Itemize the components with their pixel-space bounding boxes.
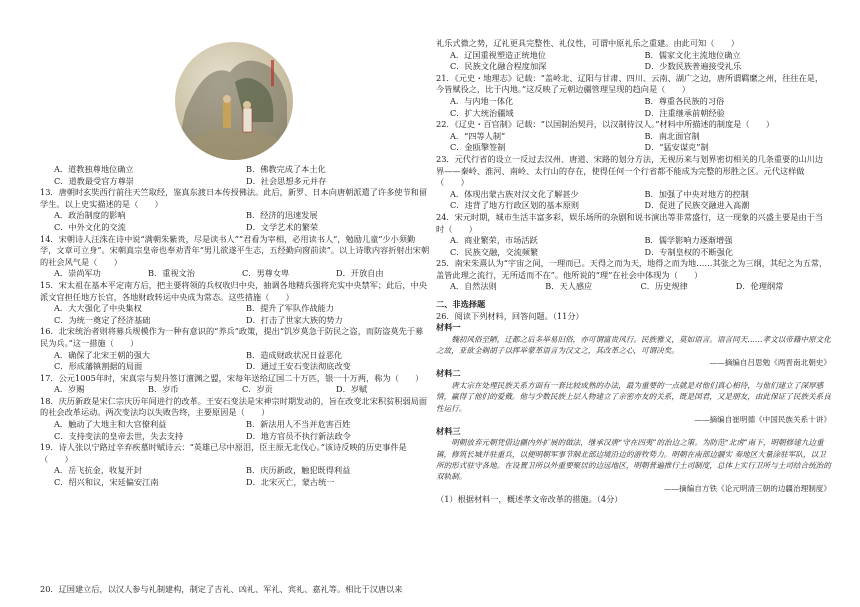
q23-options: [436, 189, 831, 212]
option: A．大大强化了中央集权: [54, 303, 142, 314]
option: C．道教最受官方尊崇: [54, 175, 134, 186]
q14-options: [40, 268, 430, 280]
question-26-stem: 26．阅读下列材料，回答问题。（11分）: [436, 310, 584, 321]
option: B．造成财政状况日益恶化: [246, 349, 343, 360]
question-13-stem: 13．唐朝时玄奘西行前往天竺取经，鉴真东渡日本传授佛法。此后，新罗、日本向唐朝派遣了许多使节和留学生。以上史实描述的是（ ）: [40, 187, 428, 209]
option: C．历史规律: [640, 281, 688, 292]
q18-options: [40, 419, 430, 442]
option: A．体现出蒙古族对汉文化了解甚少: [450, 188, 579, 199]
option: D．通过王安石变法彻底改变: [246, 361, 351, 372]
option: D．打击了世家大族的势力: [246, 314, 343, 325]
option: A．“四等人制”: [450, 130, 506, 141]
material-three-text: 明朝放弃元朝凭借边疆内外扩展的做法，继承汉唐“守在四夷”的治边之策。为防范“北虏”南下，明朝修建九边重镇，修筑长城并驻重兵，以便明朝军事节制北部边境沿边的游牧势力。明朝在南部边疆实 奏地区大量涂驻军队，以卫所的形式驻守各地。在设置卫所以外重要聚居的边远地区，明朝普遍推行土司制度，总体上实行卫所与土司结合统治的双轨制。: [436, 438, 831, 482]
question-24-stem: 24．宋元时期，城市生活丰富多彩，娱乐场所的杂剧和说书演出等非常盛行，这一现象的兴盛主要是由于当时（ ）: [436, 211, 824, 234]
option: D．北宋灭亡，蒙古统一: [246, 477, 335, 488]
question-17-stem: 17．公元1005年时，宋真宗与契丹签订澶渊之盟，宋每年送给辽国二十万匹，银一十万两，称为（ ）: [40, 372, 424, 383]
option: C．民族交融，交流频繁: [450, 246, 539, 257]
q12-options: [40, 164, 430, 187]
option: D．社会思想多元并存: [246, 175, 327, 186]
option: A．与内地一体化: [450, 95, 514, 106]
option: D．伦理纲常: [735, 281, 784, 292]
question-19-stem: 19．诗人张以宁路过辛弃疾墓时赋诗云：“英雄已尽中原泪，臣主原无北伐心。”该诗反映的历史事件是（ ）: [40, 442, 407, 464]
option: C．中外文化的交流: [54, 221, 126, 232]
option: C．支持变法的皇帝去世，失去支持: [54, 430, 184, 441]
sub-question-1: （1）根据材料一，概述孝文帝改革的措施。（4分）: [436, 494, 623, 505]
q25-options: [436, 281, 831, 293]
option: C．绍兴和议，宋廷偏安江南: [54, 477, 159, 488]
option: C．岁贡: [242, 384, 273, 395]
material-two-text: 唐太宗在处理民族关系方面有一套比较成熟的办法，最为重要的一点就是对他们真心相待，与他们建立了深厚感情，赢得了他们的爱戴。他与少数民族上层人物建立了亲密亦友的关系，既是国君，又是朋友，由此保证了民族关系良性运行。: [436, 380, 831, 413]
option: C．金瓯擎签制: [450, 142, 506, 153]
option: C．形成藩镇割据的局面: [54, 361, 143, 372]
option: B．新法用人不当并危害百姓: [246, 419, 351, 430]
option: C．民族文化融合程度加深: [450, 61, 547, 72]
option: A．触动了大地主和大官僚利益: [54, 419, 167, 430]
option: A．确保了北宋王朝的强大: [54, 349, 150, 360]
option: A．岳飞抗金，收复开封: [54, 465, 142, 476]
option: B．儒学影响力逐渐增强: [644, 235, 733, 246]
option: D．少数民族普遍接受礼乐: [644, 61, 742, 72]
option: A．岁赐: [54, 384, 85, 395]
option: D．岁赋: [336, 384, 368, 395]
question-16-stem: 16．北宋统治者则将募兵规模作为一种有意识的“养兵”政策，提出“饥岁莫急于防民之盗，而防盗莫先于募民为兵。”这一措施（ ）: [40, 326, 424, 348]
material-two-source: ——摘编自崔明德《中国民族关系十讲》: [694, 415, 831, 425]
option: B．重视文治: [148, 268, 195, 279]
option: D．注重继承前朝经验: [644, 107, 725, 118]
question-21-stem: 21．《元史・地理志》记载：“盖岭北、辽阳与甘肃、四川、云南、湖广之边，唐所谓羁縻之州，往往在是，今皆赋役之，比于内地。”这反映了元朝边疆管理呈现的趋向是（ ）: [436, 72, 824, 95]
painting-illustration: [175, 42, 293, 160]
option: A．政治制度的影响: [54, 210, 126, 221]
q13-options: [40, 210, 430, 233]
material-three-source: ——摘编自方铁《论元明清三朝的边疆治理制度》: [663, 483, 831, 493]
q17-options: [40, 384, 430, 396]
q19-options: [40, 465, 430, 488]
option: D．开放自由: [336, 268, 384, 279]
option: A．商业繁荣，市场活跃: [450, 235, 538, 246]
option: C．为统一奠定了经济基础: [54, 314, 151, 325]
question-20-continued: 礼乐式微之势，辽礼更具完整性、礼仪性，可谓中原礼乐之重建。由此可知（ ）: [436, 38, 739, 48]
question-18-stem: 18．庆历新政是宋仁宗庆历年间进行的改革。王安石变法是宋神宗时期发动的，旨在改变北宋积贫积弱局面的社会改革运动。两次变法均以失败告终，主要原因是（ ）: [40, 395, 428, 418]
option: B．经济的迅速发展: [246, 210, 318, 221]
q24-options: [436, 235, 831, 258]
option: B．加强了中央对地方的控制: [644, 188, 749, 199]
option: D．文学艺术的繁荣: [246, 221, 319, 232]
option: D．专制皇权的不断强化: [644, 246, 733, 257]
question-25-stem: 25．南宋朱熹认为“宇宙之间，一理而已。天得之而为天，地得之而为地……其张之为三纲，其纪之为五常，盖皆此理之流行，无所适而不在”。他所说的“理”在社会中体现为（ ）: [436, 258, 828, 280]
option: C．违背了地方行政区划的基本原则: [450, 200, 580, 211]
material-one-source: ——摘编自吕思勉《两晋南北朝史》: [709, 357, 831, 367]
option: A．崇尚军功: [54, 268, 101, 279]
option: B．提升了军队作战能力: [246, 303, 334, 314]
material-two-label: 材料二: [436, 368, 461, 379]
option: B．佛教完成了本土化: [246, 164, 326, 174]
option: B．天人感应: [545, 281, 593, 292]
option: B．儒家文化主流地位确立: [644, 49, 741, 60]
option: D．促进了民族交融进入高潮: [644, 200, 750, 211]
q21-options: [436, 96, 831, 119]
option: B．尊重各民族的习俗: [644, 95, 725, 106]
q22-options: [436, 131, 831, 154]
option: A．道教独尊地位确立: [54, 164, 134, 174]
option: A．辽国重视塑造正统地位: [450, 49, 546, 60]
section-title: 二、非选择题: [436, 299, 486, 310]
question-15-stem: 15．宋太祖在基本平定南方后，把主要将领的兵权收归中央，抽调各地精兵强将充实中央禁军；此后，中央派文官担任地方长官，各地财政转运中央成为常态。这些措施（ ）: [40, 279, 428, 302]
material-one-label: 材料一: [436, 322, 461, 333]
q20-options: [436, 50, 831, 73]
q16-options: [40, 350, 430, 373]
question-23-stem: 23．元代行省的设立一反过去汉州、唐道、宋路的划分方法，无视历来与划界密切相关的几条重要的山川边界——秦岭、淮河、南岭、太行山的存在，使得任何一个行省都不能成为完整的形胜之区。元代这样做（ ）: [436, 153, 824, 188]
option: C．扩大统治疆域: [450, 107, 514, 118]
option: B．庆历新政，触犯既得利益: [246, 465, 351, 476]
option: B．岁币: [148, 384, 179, 395]
question-22-stem: 22．《辽史・百官制》记载：“以国制治契丹，以汉制待汉人。”材料中所描述的制度是（ ）: [436, 119, 775, 130]
material-one-text: 魏初风俗至陋，迁都之后多举易旧俗，亦可谓富贵风行。民族雅义，莫如语言。语言同天……孝文以帝籍中原文化之故，亚欲全剃胡子以挥举蒙革语言为汉文之，其改革之心，可谓决矣。: [436, 334, 831, 356]
q15-options: [40, 303, 430, 326]
option: C．男尊女卑: [242, 268, 290, 279]
question-20-stem: 20．辽国建立后，以汉人参与礼制建构，制定了吉礼、凶礼、军礼、宾礼、嘉礼等。相比于汉唐以来: [40, 584, 403, 594]
question-14-stem: 14．宋朝诗人汪洙在诗中说“满朝朱紫贵，尽是读书人”“君看为宰相，必用读书人”，勉励儿童“少小须勤学，文章可立身”。宋朝真宗皇帝也奉劝青年“男儿欲遂平生志，五经勤向窗前读”。以上诗歌内容折射出宋朝的社会风气是（ ）: [40, 233, 430, 267]
material-three-label: 材料三: [436, 425, 461, 436]
landscape-painting-image: [175, 42, 293, 160]
option: A．自然法则: [450, 281, 497, 292]
option: D．“猛安谋克”制: [644, 142, 709, 153]
option: B．南北面官制: [644, 130, 700, 141]
option: D．地方官员不执行新法政令: [246, 430, 351, 441]
